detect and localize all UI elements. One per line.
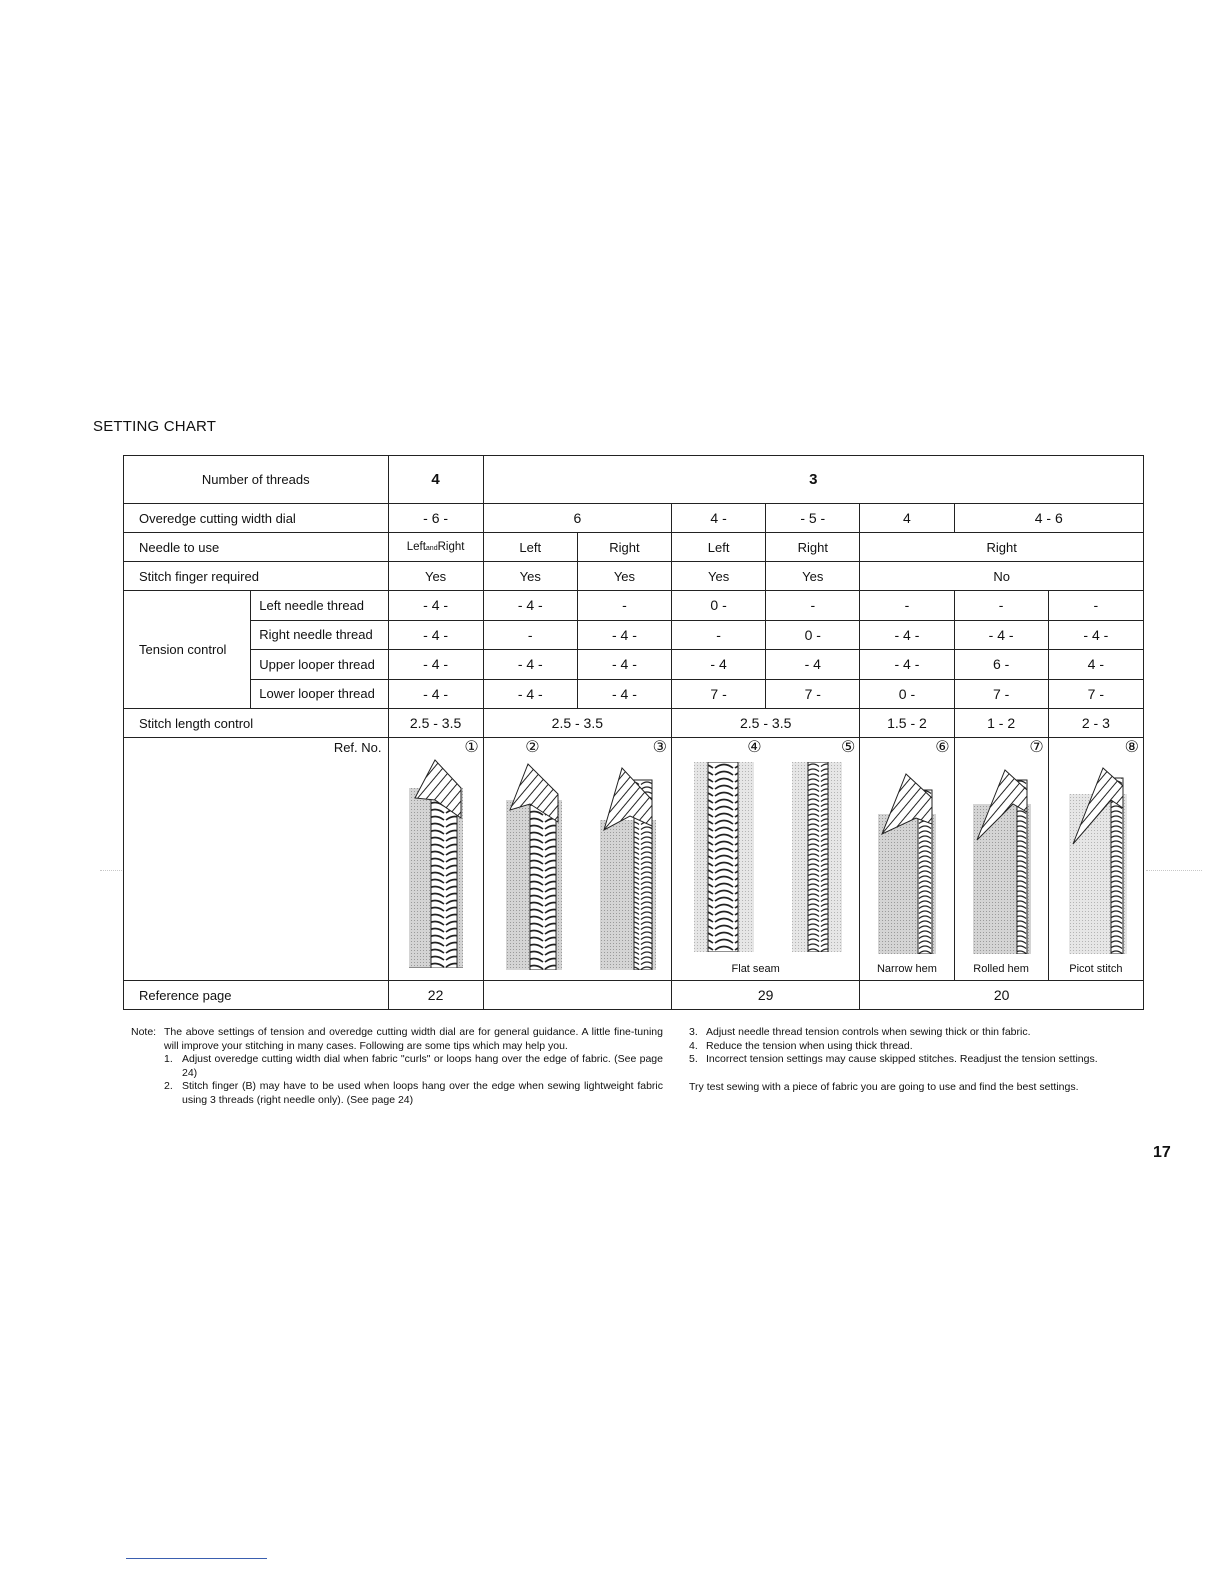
tip-number: 5.	[689, 1053, 698, 1066]
dotted-guide-left	[100, 870, 122, 871]
reference-page-value: 22	[388, 981, 483, 1010]
tension-value: -	[672, 620, 766, 650]
tension-value: 0 -	[766, 620, 860, 650]
ref-number: ⑤	[841, 739, 856, 756]
stitch-length-value: 1.5 - 2	[860, 709, 954, 738]
tension-value: 7 -	[672, 679, 766, 709]
ref-number: ④	[747, 739, 762, 756]
flat-seam-illustration-a	[694, 762, 754, 952]
needle-value: Right	[766, 533, 860, 562]
caption-rolled-hem: Rolled hem	[973, 963, 1029, 975]
page-title: SETTING CHART	[93, 418, 217, 435]
overedge-label: Overedge cutting width dial	[124, 504, 389, 533]
needle-value: Left	[672, 533, 766, 562]
tension-value: - 4 -	[483, 650, 577, 680]
tension-value: 7 -	[954, 679, 1048, 709]
tension-value: - 4 -	[388, 650, 483, 680]
tip-number: 4.	[689, 1039, 698, 1052]
note-tip	[164, 1053, 663, 1080]
finger-label: Stitch finger required	[124, 562, 389, 591]
three-thread-left-needle-illustration	[504, 760, 564, 970]
tension-row-name: Upper looper thread	[251, 650, 388, 680]
ref-number: ⑦	[1029, 739, 1044, 756]
caption-narrow-hem: Narrow hem	[876, 963, 937, 975]
tension-value: - 4 -	[577, 620, 671, 650]
needle-value: Right	[860, 533, 1144, 562]
tension-value: - 4 -	[388, 679, 483, 709]
picot-stitch-illustration	[1067, 764, 1131, 954]
needle-left-word: Left	[406, 541, 426, 553]
try-test-note: Try test sewing with a piece of fabric you are going to use and find the best settings.	[689, 1080, 1079, 1093]
row-stitch-length	[124, 709, 1144, 738]
overedge-value: 4	[860, 504, 954, 533]
needle-label: Needle to use	[124, 533, 389, 562]
ref-number: ②	[525, 739, 540, 756]
row-tension-upper-looper	[124, 650, 1144, 680]
stitch-sample-cell	[860, 738, 954, 981]
tension-value: -	[766, 591, 860, 621]
needle-value: Right	[577, 533, 671, 562]
notes-left-column	[131, 1026, 663, 1108]
tension-value: 7 -	[766, 679, 860, 709]
tip-number: 1.	[164, 1053, 173, 1066]
tension-value: -	[860, 591, 954, 621]
row-tension-right-needle	[124, 620, 1144, 650]
overedge-value: - 5 -	[766, 504, 860, 533]
caption-flat-seam: Flat seam	[731, 963, 780, 975]
tip-number: 3.	[689, 1026, 698, 1038]
tip-number: 2.	[164, 1080, 173, 1093]
needle-left-and-right	[388, 533, 483, 562]
tip-text: Reduce the tension when using thick thread.	[706, 1039, 913, 1052]
needle-and-word: and	[425, 545, 438, 552]
note-tip	[164, 1080, 663, 1107]
tension-value: -	[954, 591, 1048, 621]
tension-row-name: Right needle thread	[251, 620, 388, 650]
tension-value: - 4 -	[954, 620, 1048, 650]
row-stitch-finger	[124, 562, 1144, 591]
finger-value: No	[860, 562, 1144, 591]
stitch-sample-cell	[954, 738, 1048, 981]
threads-label: Number of threads	[124, 456, 389, 504]
row-overedge	[124, 504, 1144, 533]
tension-value: - 4 -	[577, 650, 671, 680]
stitch-length-value: 2.5 - 3.5	[672, 709, 860, 738]
tension-value: 7 -	[1048, 679, 1143, 709]
dotted-guide-right	[1146, 870, 1202, 871]
finger-value: Yes	[577, 562, 671, 591]
note-label: Note:	[131, 1026, 157, 1038]
tension-value: - 4	[766, 650, 860, 680]
tension-value: -	[1048, 591, 1143, 621]
tip-text: Incorrect tension settings may cause skipped stitches. Readjust the tension settings.	[706, 1053, 1098, 1066]
needle-right-word: Right	[437, 541, 465, 553]
row-number-of-threads	[124, 456, 1144, 504]
tension-value: - 4 -	[860, 620, 954, 650]
setting-chart	[123, 455, 1144, 1010]
stitch-length-value: 2.5 - 3.5	[388, 709, 483, 738]
overedge-value: - 6 -	[388, 504, 483, 533]
stitch-length-label: Stitch length control	[124, 709, 389, 738]
threads-three: 3	[483, 456, 1143, 504]
row-reference-images	[124, 738, 1144, 981]
row-reference-page	[124, 981, 1144, 1010]
reference-page-value: 29	[672, 981, 860, 1010]
ref-number: ①	[464, 739, 479, 756]
note-text: The above settings of tension and overedge cutting width dial are for general guidance. A little fine-tuning will improve your stitching in many cases. Following are some tips which may help you.	[164, 1026, 663, 1052]
caption-picot-stitch: Picot stitch	[1069, 963, 1123, 975]
tip-text: Adjust needle thread tension controls when sewing thick or thin fabric.	[706, 1026, 1031, 1038]
needle-value: Left	[483, 533, 577, 562]
tension-value: 0 -	[860, 679, 954, 709]
stitch-length-value: 2.5 - 3.5	[483, 709, 671, 738]
ref-number: ⑧	[1124, 739, 1139, 756]
row-tension-left-needle	[124, 591, 1144, 621]
tension-value: -	[577, 591, 671, 621]
tension-value: - 4 -	[577, 679, 671, 709]
finger-value: Yes	[388, 562, 483, 591]
stitch-length-value: 1 - 2	[954, 709, 1048, 738]
note-tip	[689, 1053, 1149, 1067]
tension-row-name: Left needle thread	[251, 591, 388, 621]
overedge-value: 6	[483, 504, 671, 533]
tension-value: - 4 -	[388, 591, 483, 621]
tension-label: Tension control	[124, 591, 251, 709]
stitch-sample-cell	[388, 738, 483, 981]
reference-page-value: 20	[860, 981, 1144, 1010]
ref-number: ③	[652, 739, 668, 756]
tension-value: - 4 -	[860, 650, 954, 680]
tension-value: - 4	[672, 650, 766, 680]
finger-value: Yes	[766, 562, 860, 591]
row-tension-lower-looper	[124, 679, 1144, 709]
tension-value: 4 -	[1048, 650, 1143, 680]
tension-value: - 4 -	[388, 620, 483, 650]
tension-value: - 4 -	[483, 679, 577, 709]
note-tips	[131, 1053, 663, 1107]
finger-value: Yes	[672, 562, 766, 591]
tension-value: - 4 -	[1048, 620, 1143, 650]
footer-line	[126, 1558, 267, 1559]
four-thread-overlock-illustration	[405, 758, 469, 968]
stitch-sample-cell	[672, 738, 860, 981]
row-needle	[124, 533, 1144, 562]
reference-page-label: Reference page	[124, 981, 389, 1010]
threads-four: 4	[388, 456, 483, 504]
note-intro	[131, 1026, 663, 1053]
narrow-hem-illustration	[876, 764, 940, 954]
tension-value: -	[483, 620, 577, 650]
overedge-value: 4 -	[672, 504, 766, 533]
ref-no-label: Ref. No.	[124, 738, 389, 981]
notes-right-column	[689, 1026, 1149, 1094]
three-thread-right-needle-illustration	[598, 760, 658, 970]
finger-value: Yes	[483, 562, 577, 591]
stitch-length-value: 2 - 3	[1048, 709, 1143, 738]
overedge-value: 4 - 6	[954, 504, 1143, 533]
tension-value: 0 -	[672, 591, 766, 621]
note-tip	[689, 1026, 1149, 1040]
tension-row-name: Lower looper thread	[251, 679, 388, 709]
tension-value: 6 -	[954, 650, 1048, 680]
ref-number: ⑥	[935, 739, 950, 756]
rolled-hem-illustration	[971, 764, 1035, 954]
reference-page-value	[483, 981, 671, 1010]
tip-text: Adjust overedge cutting width dial when fabric "curls" or loops hang over the edge of fabric. (See page 24)	[182, 1053, 663, 1079]
stitch-sample-cell	[1048, 738, 1143, 981]
tip-text: Stitch finger (B) may have to be used when loops hang over the edge when sewing lightweight fabric using 3 threads (right needle only). (See page 24)	[182, 1080, 663, 1106]
tension-value: - 4 -	[483, 591, 577, 621]
note-tip	[689, 1040, 1149, 1054]
page-number: 17	[1153, 1144, 1171, 1161]
stitch-sample-cell	[483, 738, 671, 981]
flat-seam-illustration-b	[792, 762, 842, 952]
